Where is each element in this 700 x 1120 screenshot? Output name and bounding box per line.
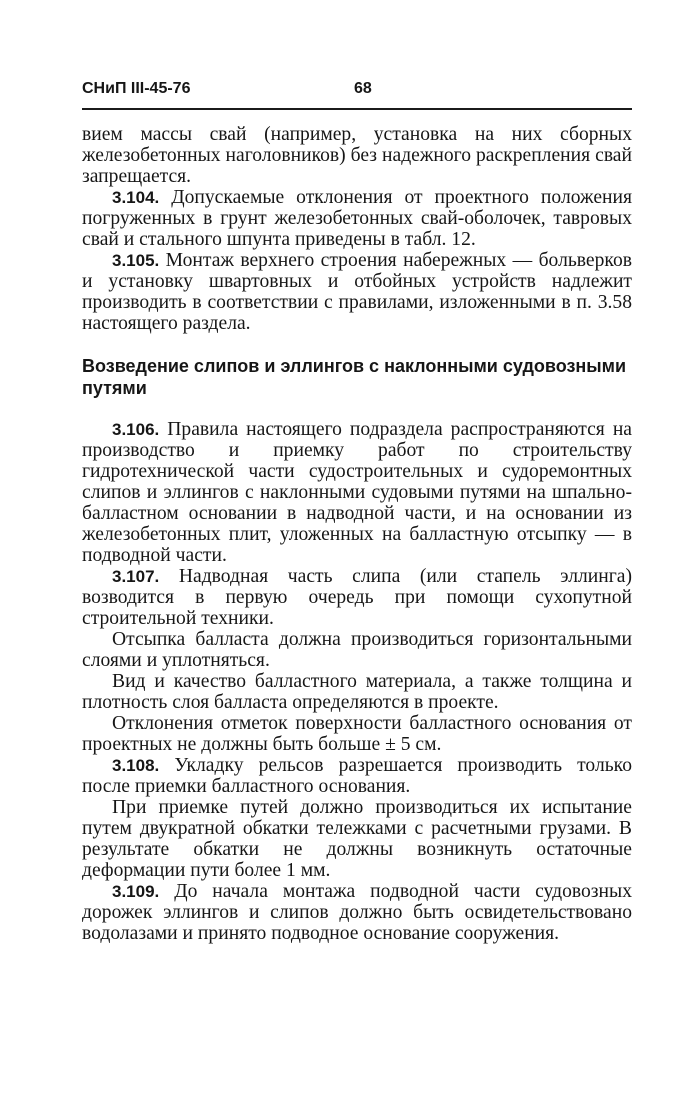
paragraph-text: Отклонения отметок поверхности балластного основания от проектных не должны быть больше ± 5 см.	[82, 713, 632, 755]
clause-number: 3.104.	[112, 188, 160, 207]
page-body	[82, 124, 632, 944]
page-header	[82, 80, 630, 104]
paragraph-text: Вид и качество балластного материала, а также толщина и плотность слоя балласта определяются в проекте.	[82, 671, 632, 713]
paragraph-text: Допускаемые отклонения от проектного положения погруженных в грунт железобетонных свай-оболочек, тавровых свай и стального шпунта приведены в табл. 12.	[82, 187, 632, 250]
paragraph	[82, 419, 632, 566]
paragraph-text: Монтаж верхнего строения набережных — больверков и установку швартовных и отбойных устройств надлежит производить в соответствии с правилами, изложенными в п. 3.58 настоящего раздела.	[82, 250, 632, 334]
paragraph	[82, 187, 632, 250]
page-number: 68	[354, 80, 372, 97]
paragraph	[82, 671, 632, 713]
paragraph	[82, 797, 632, 881]
paragraph	[82, 755, 632, 797]
paragraph	[82, 881, 632, 944]
section-heading: Возведение слипов и эллингов с наклонными судовозными путями	[82, 356, 627, 398]
paragraph	[82, 124, 632, 187]
paragraph-text: вием массы свай (например, установка на них сборных железобетонных наголовников) без надежного раскрепления свай запрещается.	[82, 124, 632, 187]
clause-number: 3.106.	[112, 420, 160, 439]
document-code: СНиП III-45-76	[82, 80, 191, 97]
paragraph-text: До начала монтажа подводной части судовозных дорожек эллингов и слипов должно быть освидетельствовано водолазами и принято подводное основание сооружения.	[82, 881, 632, 944]
clause-number: 3.108.	[112, 756, 160, 775]
paragraph	[82, 566, 632, 629]
clause-number: 3.107.	[112, 567, 160, 586]
paragraph-text: При приемке путей должно производиться их испытание путем двукратной обкатки тележками с расчетными грузами. В результате обкатки не должны возникнуть остаточные деформации пути более 1 мм.	[82, 797, 632, 881]
header-rule	[82, 108, 632, 110]
clause-number: 3.105.	[112, 251, 160, 270]
paragraph-text: Укладку рельсов разрешается производить только после приемки балластного основания.	[82, 755, 632, 797]
paragraph-text: Надводная часть слипа (или стапель эллинга) возводится в первую очередь при помощи сухопутной строительной техники.	[82, 566, 632, 629]
paragraph	[82, 629, 632, 671]
paragraph-text: Отсыпка балласта должна производиться горизонтальными слоями и уплотняться.	[82, 629, 632, 671]
paragraph	[82, 713, 632, 755]
paragraph	[82, 250, 632, 334]
clause-number: 3.109.	[112, 882, 160, 901]
paragraph-text: Правила настоящего подраздела распространяются на производство и приемку работ по строительству гидротехнической части судостроительных и судоремонтных слипов и эллингов с наклонными судовыми путями на шпально-балластном основании в надводной части, и на основании из железобетонных плит, уложенных на балластную отсыпку — в подводной части.	[82, 419, 632, 566]
